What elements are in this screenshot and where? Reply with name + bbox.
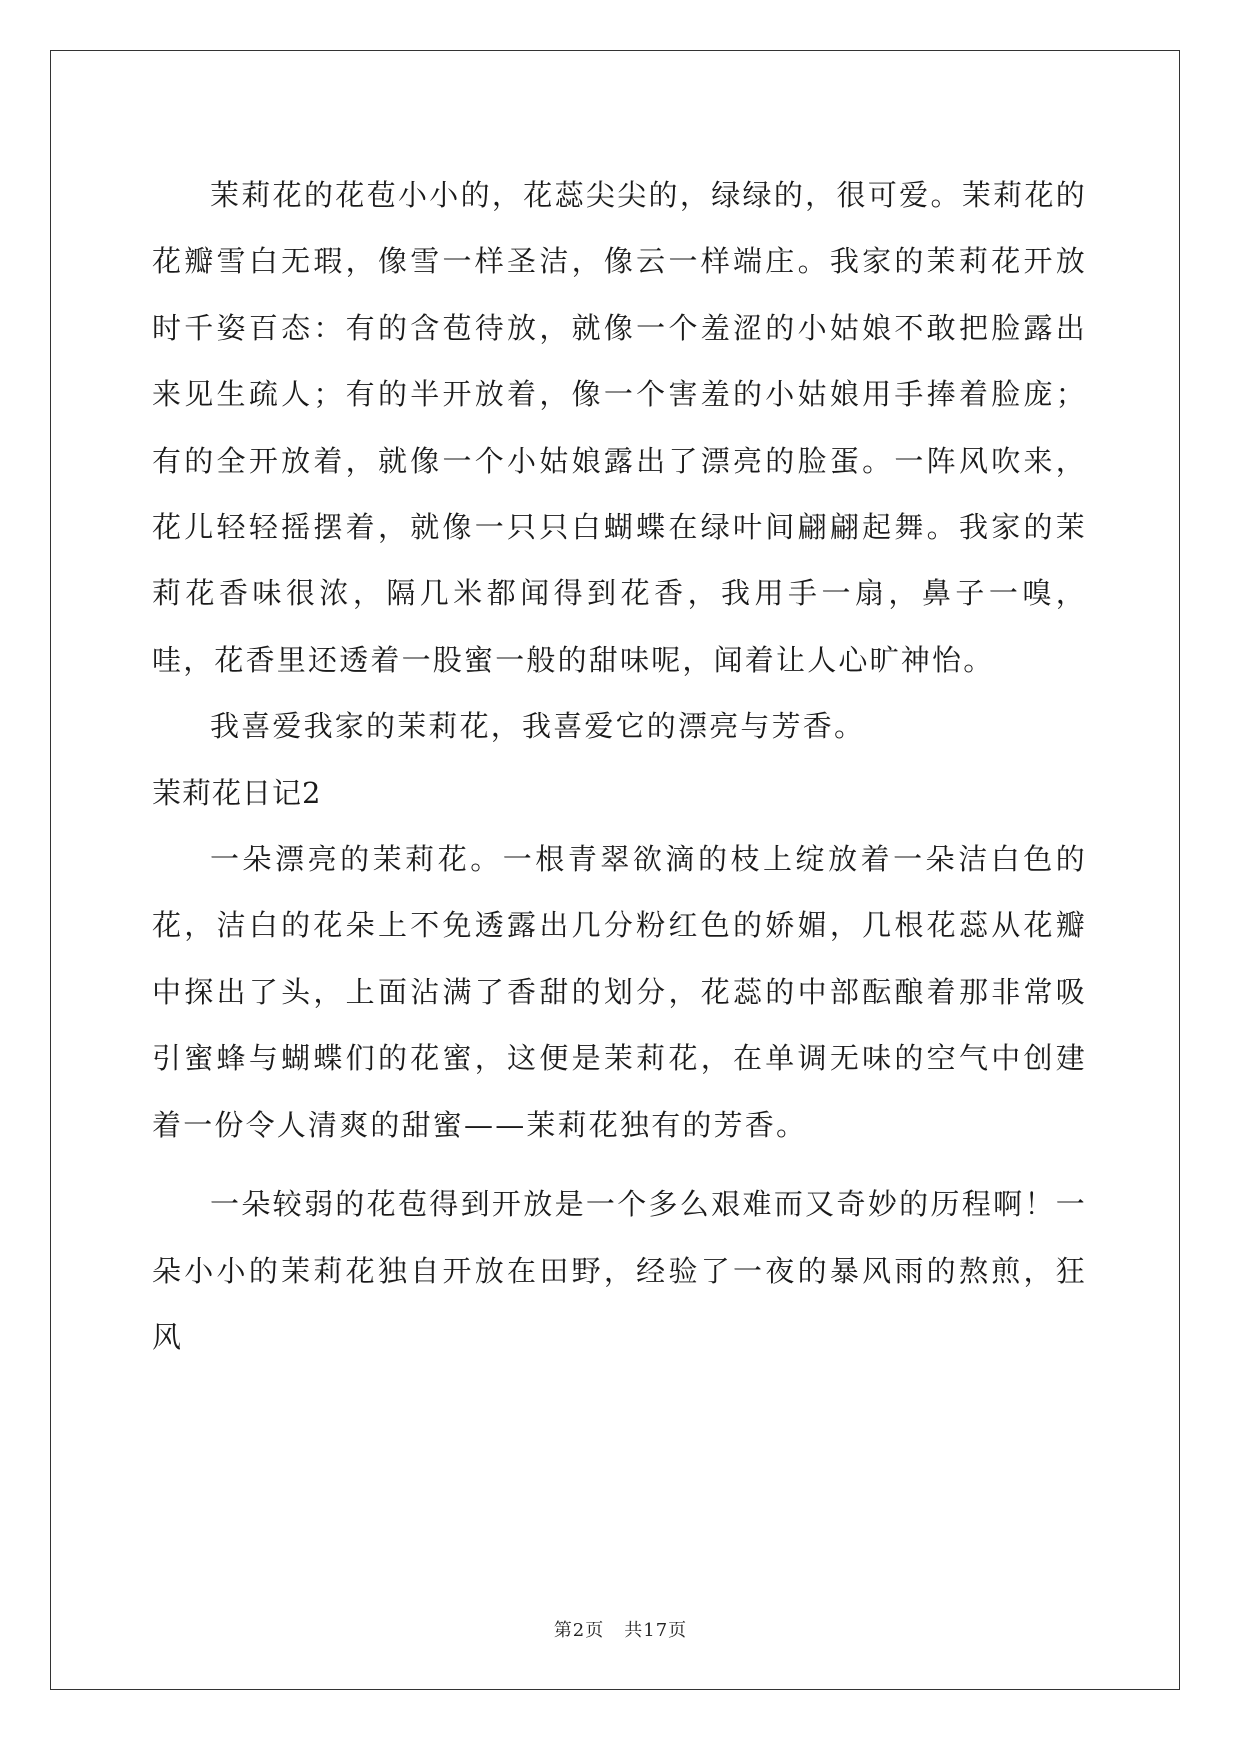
section-heading: 茉莉花日记2	[152, 775, 322, 810]
page-footer	[0, 1616, 1241, 1642]
paragraph-bud-opening: 一朵较弱的花苞得到开放是一个多么艰难而又奇妙的历程啊！一朵小小的茉莉花独自开放在田野，经验了一夜的暴风雨的熬煎，狂风	[152, 1187, 1087, 1354]
paragraph-jasmine-description: 茉莉花的花苞小小的，花蕊尖尖的，绿绿的，很可爱。茉莉花的花瓣雪白无瑕，像雪一样圣洁，像云一样端庄。我家的茉莉花开放时千姿百态：有的含苞待放，就像一个羞涩的小姑娘不敢把脸露出来见生疏人；有的半开放着，像一个害羞的小姑娘用手捧着脸庞；有的全开放着，就像一个小姑娘露出了漂亮的脸蛋。一阵风吹来，花儿轻轻摇摆着，就像一只只白蝴蝶在绿叶间翩翩起舞。我家的茉莉花香味很浓，隔几米都闻得到花香，我用手一扇，鼻子一嗅，哇，花香里还透着一股蜜一般的甜味呢，闻着让人心旷神怡。	[152, 178, 1087, 677]
paragraph-beautiful-jasmine: 一朵漂亮的茉莉花。一根青翠欲滴的枝上绽放着一朵洁白色的花，洁白的花朵上不免透露出几分粉红色的娇媚，几根花蕊从花瓣中探出了头，上面沾满了香甜的划分，花蕊的中部酝酿着那非常吸引蜜蜂与蝴蝶们的花蜜，这便是茉莉花，在单调无味的空气中创建着一份令人清爽的甜蜜——茉莉花独有的芳香。	[152, 842, 1087, 1142]
document-body	[152, 162, 1087, 1370]
total-pages: 共17页	[624, 1620, 688, 1641]
page-number: 第2页	[553, 1620, 605, 1641]
paragraph-love-jasmine: 我喜爱我家的茉莉花，我喜爱它的漂亮与芳香。	[210, 709, 866, 744]
